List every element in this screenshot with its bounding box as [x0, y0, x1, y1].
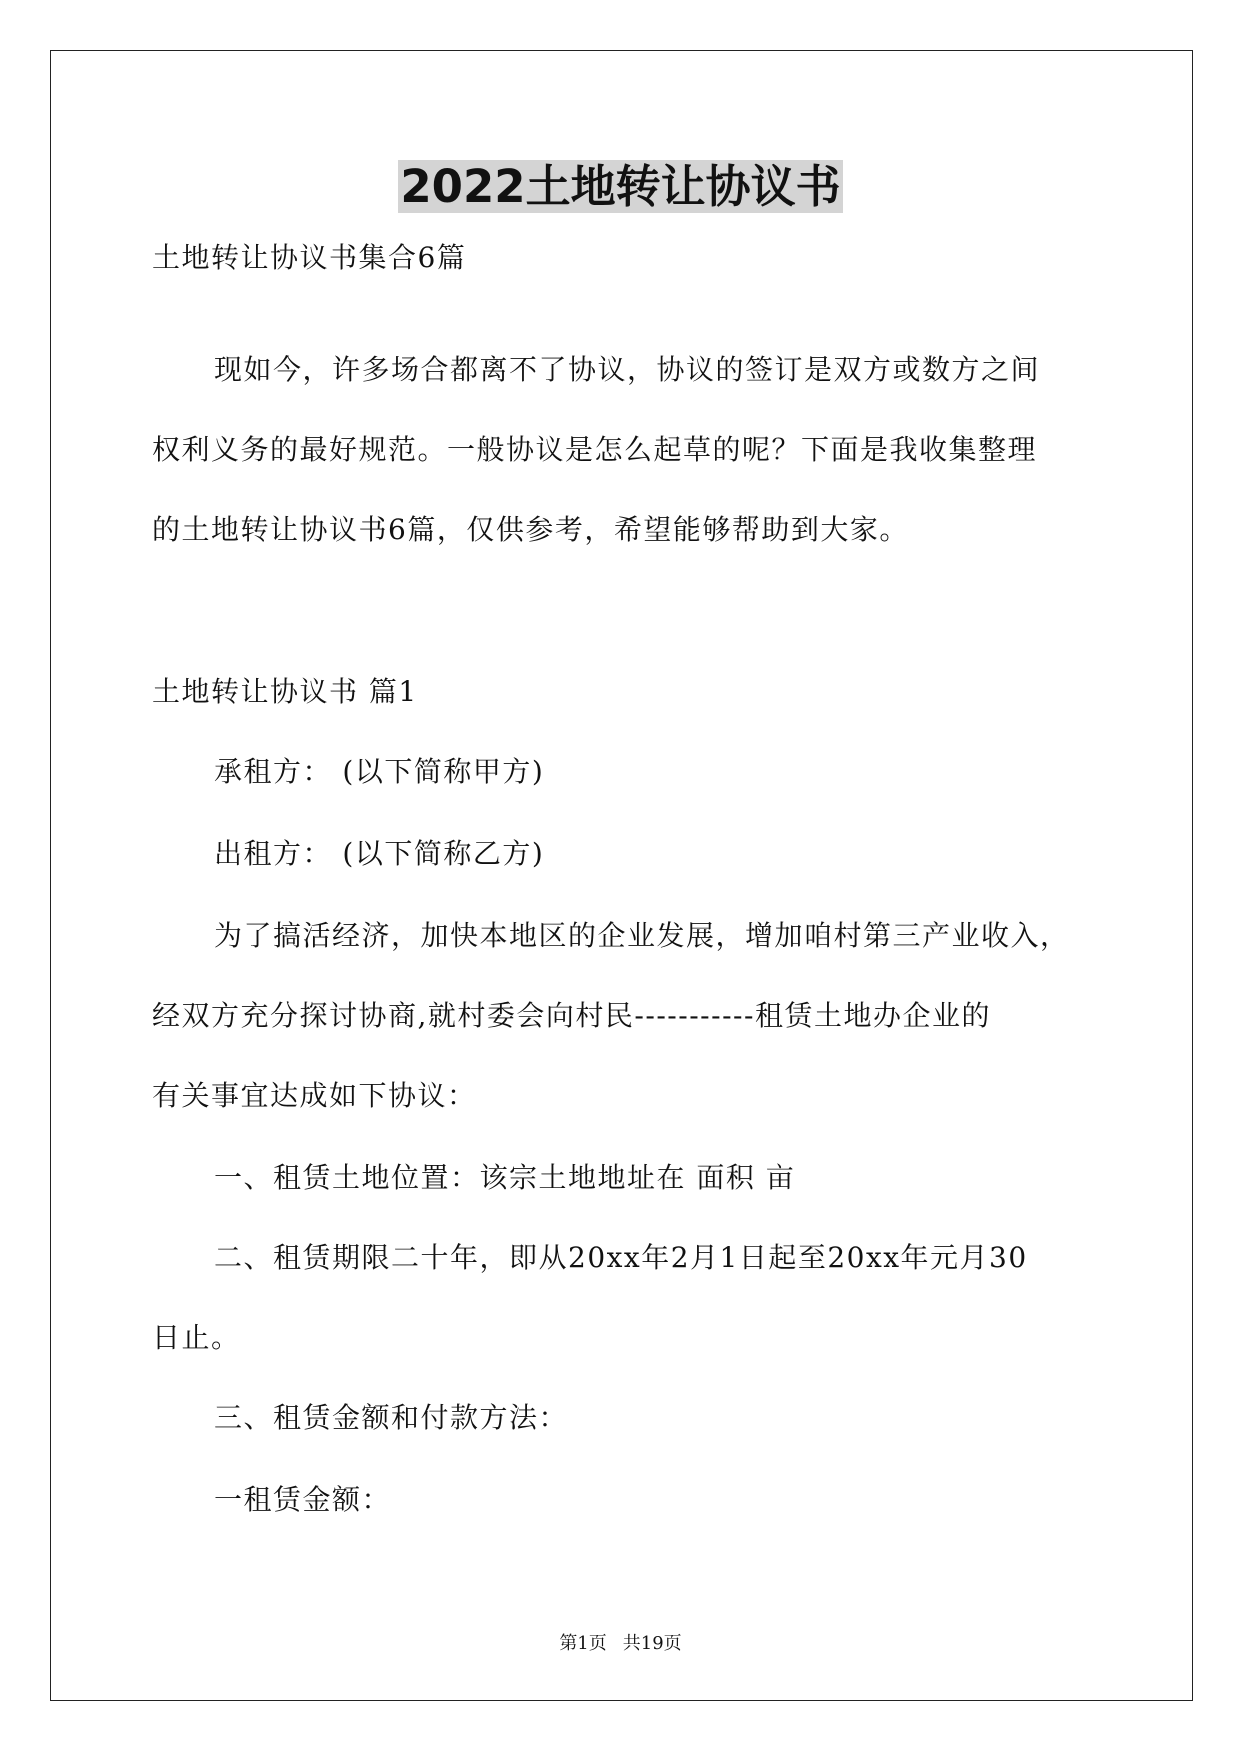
- paragraph-line: 三、租赁金额和付款方法：: [214, 1401, 569, 1434]
- page-footer: [0, 1632, 1241, 1656]
- page-total: 共19页: [622, 1633, 682, 1654]
- document-subtitle: 土地转让协议书集合6篇: [152, 241, 467, 274]
- paragraph-line: 有关事宜达成如下协议：: [152, 1079, 477, 1112]
- paragraph-line: 的土地转让协议书6篇，仅供参考，希望能够帮助到大家。: [152, 513, 909, 546]
- paragraph-line: 一租赁金额：: [214, 1483, 392, 1516]
- section-heading: 土地转让协议书 篇1: [152, 675, 418, 708]
- paragraph-line: 出租方： (以下简称乙方): [214, 837, 545, 870]
- paragraph-line: 二、租赁期限二十年，即从20xx年2月1日起至20xx年元月30: [214, 1241, 1028, 1274]
- paragraph-line: 现如今，许多场合都离不了协议，协议的签订是双方或数方之间: [214, 353, 1041, 386]
- paragraph-line: 一、租赁土地位置：该宗土地地址在 面积 亩: [214, 1161, 796, 1194]
- page-number: 第1页: [559, 1633, 607, 1654]
- document-title-text: 2022土地转让协议书: [400, 160, 841, 213]
- paragraph-line: 日止。: [152, 1321, 241, 1354]
- paragraph-line: 为了搞活经济，加快本地区的企业发展，增加咱村第三产业收入，: [214, 919, 1070, 952]
- document-title: [0, 158, 1241, 216]
- paragraph-line: 承租方： (以下简称甲方): [214, 755, 545, 788]
- paragraph-line: 经双方充分探讨协商,就村委会向村民-----------租赁土地办企业的: [152, 999, 991, 1032]
- page-frame: [50, 50, 1193, 1701]
- paragraph-line: 权利义务的最好规范。一般协议是怎么起草的呢？下面是我收集整理: [152, 433, 1038, 466]
